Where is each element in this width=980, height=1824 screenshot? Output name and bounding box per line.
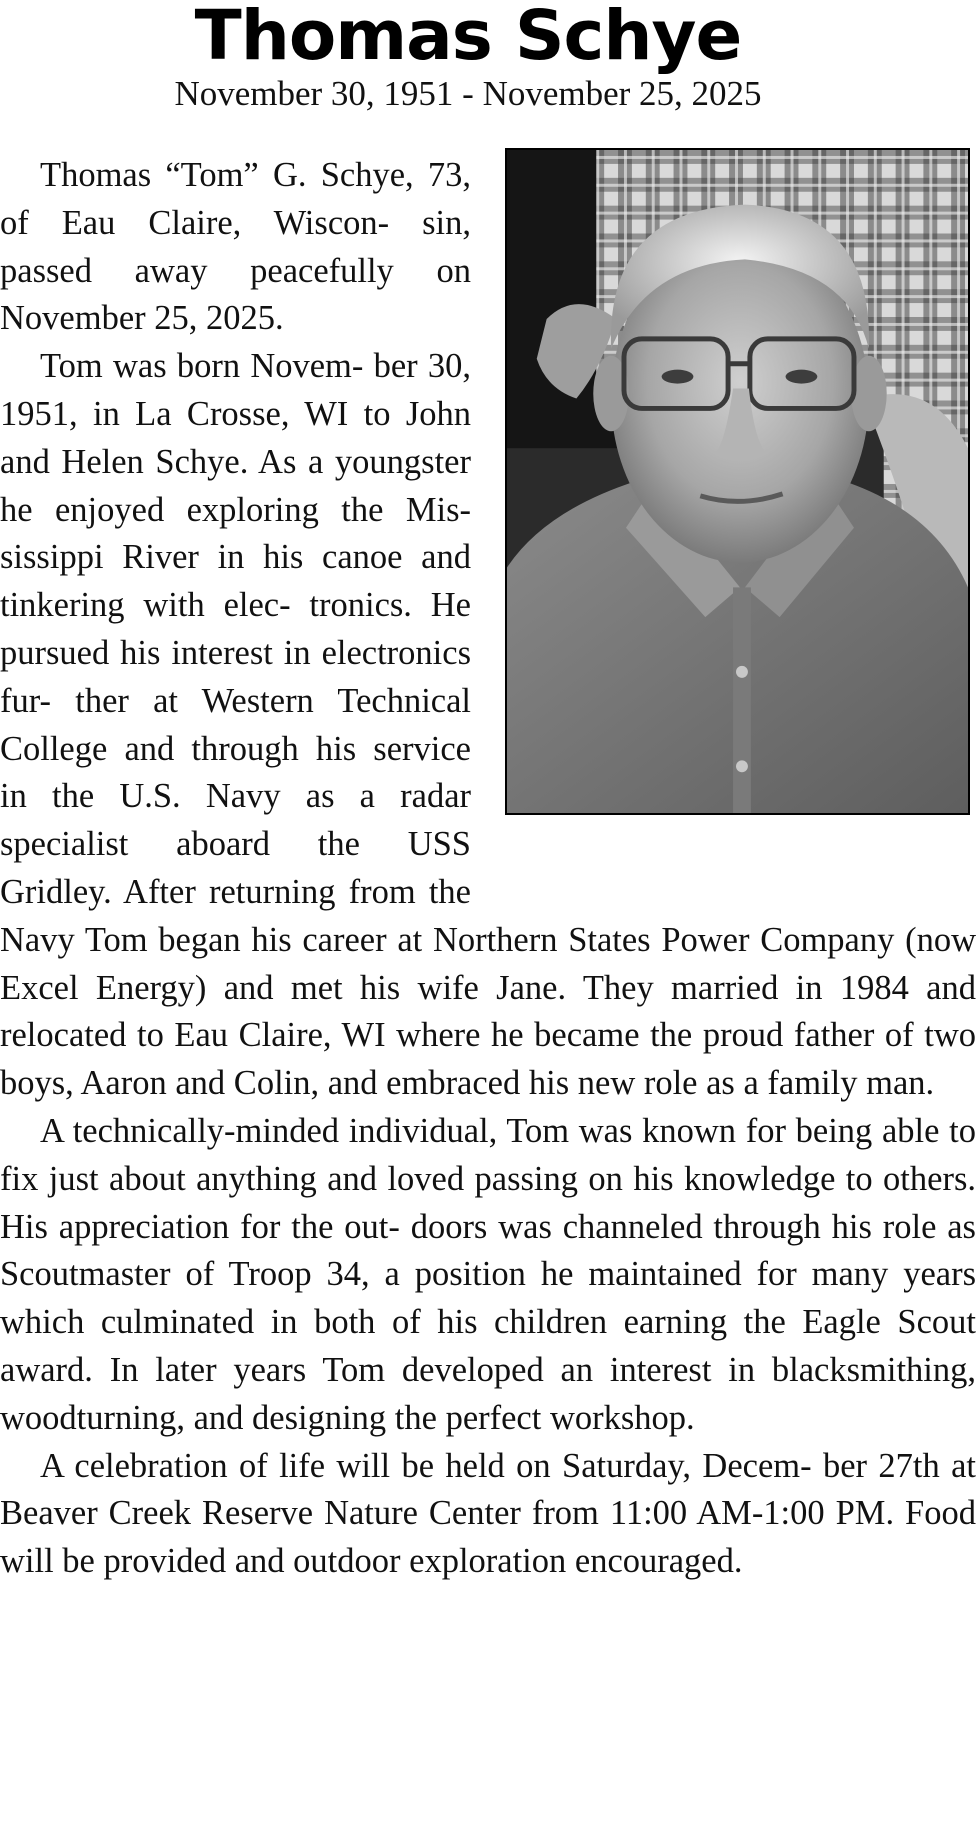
paragraph-celebration: A celebration of life will be held on Saturday, Decem- ber 27th at Beaver Creek Reserve Nature Center from 11:00 AM-1:00 PM. Food will be provided and outdoor exploration encouraged. [0, 1446, 976, 1581]
life-dates: November 30, 1951 - November 25, 2025 [174, 74, 762, 113]
obituary-text [0, 152, 976, 1586]
deceased-name: Thomas Schye [194, 0, 742, 76]
paragraph-early-life: Tom was born Novem- ber 30, 1951, in La Crosse, WI to John and Helen Schye. As a youngster he enjoyed exploring the Mis- sissippi River in his canoe and tinkering with elec- tronics. He pursued his interest in electronics fur- ther at Western Technical College and through his service in the U.S. Navy as a radar specialist aboard the USS Gridley. After returning from the Navy Tom began his career at Northern States Power Company (now Excel Energy) and met his wife Jane. They married in 1984 and relocated to Eau Claire, WI where he became the proud father of two boys, Aaron and Colin, and embraced his new role as a family man. [0, 347, 976, 1103]
paragraph-intro: Thomas “Tom” G. Schye, 73, of Eau Claire, Wiscon- sin, passed away peacefully on November 25, 2025. [0, 156, 471, 338]
paragraph-interests: A technically-minded individual, Tom was known for being able to fix just about anything and loved passing on his knowledge to others. His appreciation for the out- doors was channeled through his role as Scoutmaster of Troop 34, a position he maintained for many years which culminated in both of his children earning the Eagle Scout award. In later years Tom developed an interest in blacksmithing, woodturning, and designing the perfect workshop. [0, 1111, 976, 1437]
photo-float-spacer [471, 152, 976, 878]
obituary-header [0, 0, 980, 114]
